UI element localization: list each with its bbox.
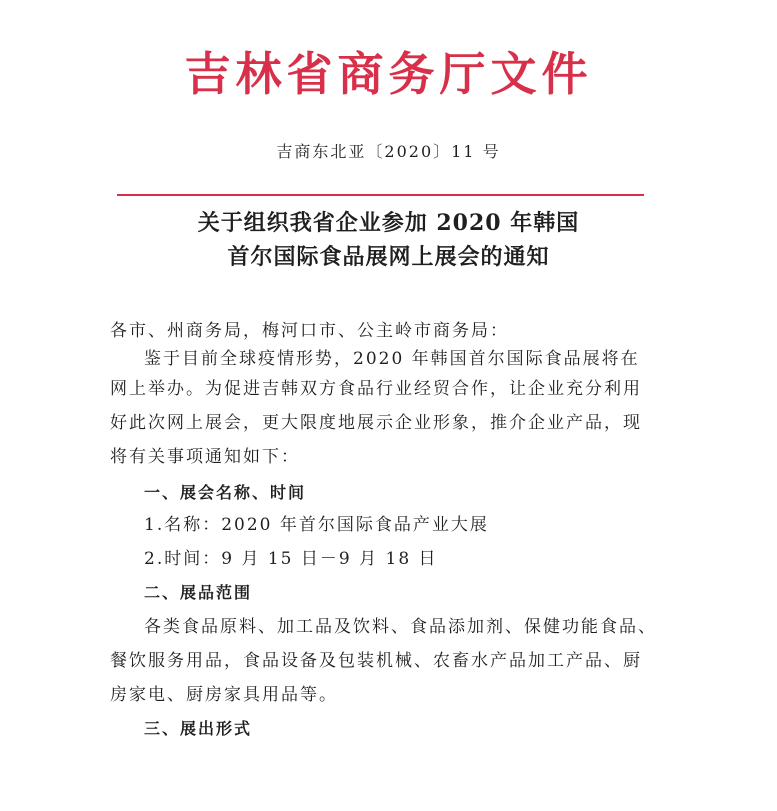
red-divider <box>117 194 644 196</box>
intro-line: 鉴于目前全球疫情形势，2020 年韩国首尔国际食品展将在 <box>144 349 640 369</box>
section-line: 各类食品原料、加工品及饮料、食品添加剂、保健功能食品、 <box>144 617 657 637</box>
intro-line: 将有关事项通知如下： <box>110 447 300 467</box>
section-item: 1.名称：2020 年首尔国际食品产业大展 <box>144 515 489 535</box>
intro-line: 网上举办。为促进吉韩双方食品行业经贸合作，让企业充分利用 <box>110 379 642 399</box>
section-item: 2.时间：9 月 15 日－9 月 18 日 <box>144 549 438 569</box>
section-line: 房家电、厨房家具用品等。 <box>110 685 338 705</box>
section-heading-2: 二、展品范围 <box>144 583 253 602</box>
section-heading-1: 一、展会名称、时间 <box>144 483 307 502</box>
doc-number: 吉商东北亚〔2020〕11 号 <box>276 142 501 161</box>
notice-title <box>0 206 777 274</box>
intro-line: 好此次网上展会，更大限度地展示企业形象，推介企业产品，现 <box>110 413 642 433</box>
notice-title-line: 关于组织我省企业参加 2020 年韩国 <box>197 210 580 236</box>
section-line: 餐饮服务用品，食品设备及包装机械、农畜水产品加工产品、厨 <box>110 651 642 671</box>
issuer-title: 吉林省商务厅文件 <box>184 47 593 101</box>
salutation: 各市、州商务局，梅河口市、公主岭市商务局： <box>110 321 509 341</box>
notice-title-line: 首尔国际食品展网上展会的通知 <box>227 244 550 270</box>
section-heading-3: 三、展出形式 <box>144 719 253 738</box>
